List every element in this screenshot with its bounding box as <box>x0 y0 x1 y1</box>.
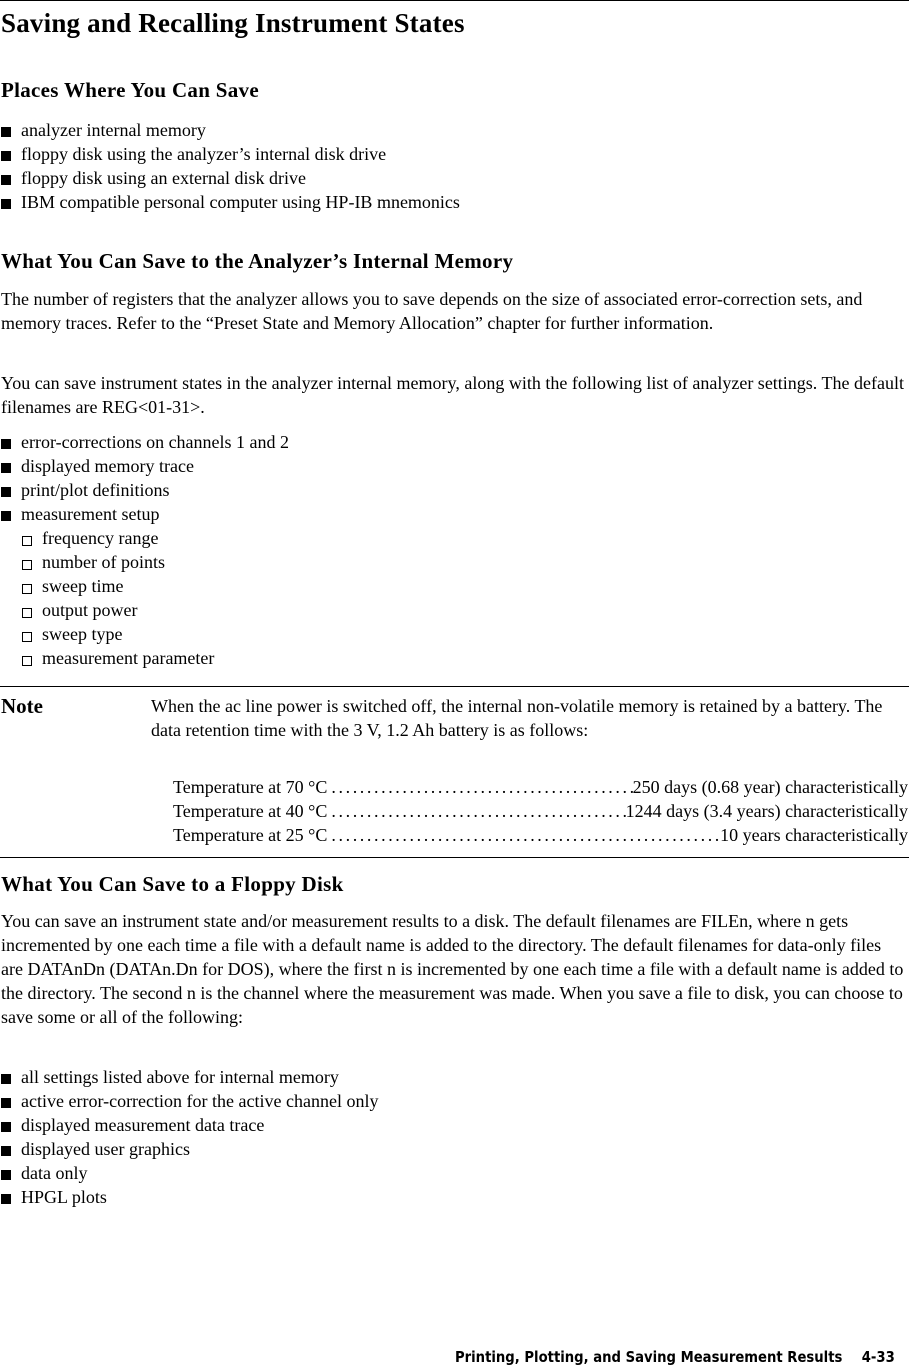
note-top-rule <box>0 686 909 687</box>
retention-time: 10 years characteristically <box>720 825 908 845</box>
list-item: HPGL plots <box>0 1185 378 1209</box>
list-item: measurement setup <box>0 502 289 526</box>
retention-temperature: Temperature at 40 °C <box>173 801 328 821</box>
list-item: all settings listed above for internal memory <box>0 1065 378 1089</box>
floppy-disk-list <box>0 1065 378 1209</box>
places-heading: Places Where You Can Save <box>1 78 259 102</box>
list-item: print/plot definitions <box>0 478 289 502</box>
list-item: error-corrections on channels 1 and 2 <box>0 430 289 454</box>
internal-memory-paragraph-1: The number of registers that the analyzer allows you to save depends on the size of associated error-correction sets, and memory traces. Refer to the “Preset State and Memory Allocation” chapter for further information. <box>1 289 863 333</box>
retention-row <box>173 775 908 799</box>
internal-memory-paragraph-2: You can save instrument states in the analyzer internal memory, along with the following list of analyzer settings. The default filenames are REG<01-31>. <box>1 373 904 417</box>
list-item: IBM compatible personal computer using HP-IB mnemonics <box>0 190 460 214</box>
list-item: analyzer internal memory <box>0 118 460 142</box>
dot-leader <box>327 823 720 847</box>
list-item: displayed measurement data trace <box>0 1113 378 1137</box>
top-rule <box>0 0 909 1</box>
retention-row <box>173 823 908 847</box>
dot-leader <box>327 775 632 799</box>
places-list <box>0 118 460 214</box>
note-bottom-rule <box>0 857 909 858</box>
retention-temperature: Temperature at 25 °C <box>173 825 328 845</box>
note-label: Note <box>1 694 43 718</box>
sub-list-item: frequency range <box>21 526 214 550</box>
internal-memory-heading: What You Can Save to the Analyzer’s Internal Memory <box>1 249 514 273</box>
footer-section-title: Printing, Plotting, and Saving Measurement Results <box>455 1348 843 1366</box>
dot-leader <box>327 799 625 823</box>
list-item: floppy disk using an external disk drive <box>0 166 460 190</box>
list-item: displayed memory trace <box>0 454 289 478</box>
floppy-disk-paragraph: You can save an instrument state and/or measurement results to a disk. The default filenames are FILEn, where n gets incremented by one each time a file with a default name is added to the directory. The default filenames for data-only files are DATAnDn (DATAn.Dn for DOS), where the first n is incremented by one each time a file with a default name is added to the directory. The second n is the channel where the measurement was made. When you save a file to disk, you can choose to save some or all of the following: <box>1 911 904 1027</box>
retention-table <box>173 775 908 847</box>
sub-list-item: number of points <box>21 550 214 574</box>
sub-list-item: measurement parameter <box>21 646 214 670</box>
list-item: data only <box>0 1161 378 1185</box>
retention-time: 250 days (0.68 year) characteristically <box>632 777 908 797</box>
sub-list-item: sweep time <box>21 574 214 598</box>
retention-temperature: Temperature at 70 °C <box>173 777 328 797</box>
note-text: When the ac line power is switched off, the internal non-volatile memory is retained by a battery. The data retention time with the 3 V, 1.2 Ah battery is as follows: <box>151 696 883 740</box>
page-title: Saving and Recalling Instrument States <box>1 8 465 38</box>
page-footer <box>455 1345 895 1369</box>
measurement-setup-sublist <box>21 526 214 670</box>
retention-row <box>173 799 908 823</box>
floppy-disk-heading: What You Can Save to a Floppy Disk <box>1 872 344 896</box>
internal-memory-list <box>0 430 289 526</box>
sub-list-item: output power <box>21 598 214 622</box>
list-item: active error-correction for the active channel only <box>0 1089 378 1113</box>
list-item: floppy disk using the analyzer’s internal disk drive <box>0 142 460 166</box>
list-item: displayed user graphics <box>0 1137 378 1161</box>
sub-list-item: sweep type <box>21 622 214 646</box>
retention-time: 1244 days (3.4 years) characteristically <box>625 801 908 821</box>
page-number: 4-33 <box>861 1348 895 1366</box>
